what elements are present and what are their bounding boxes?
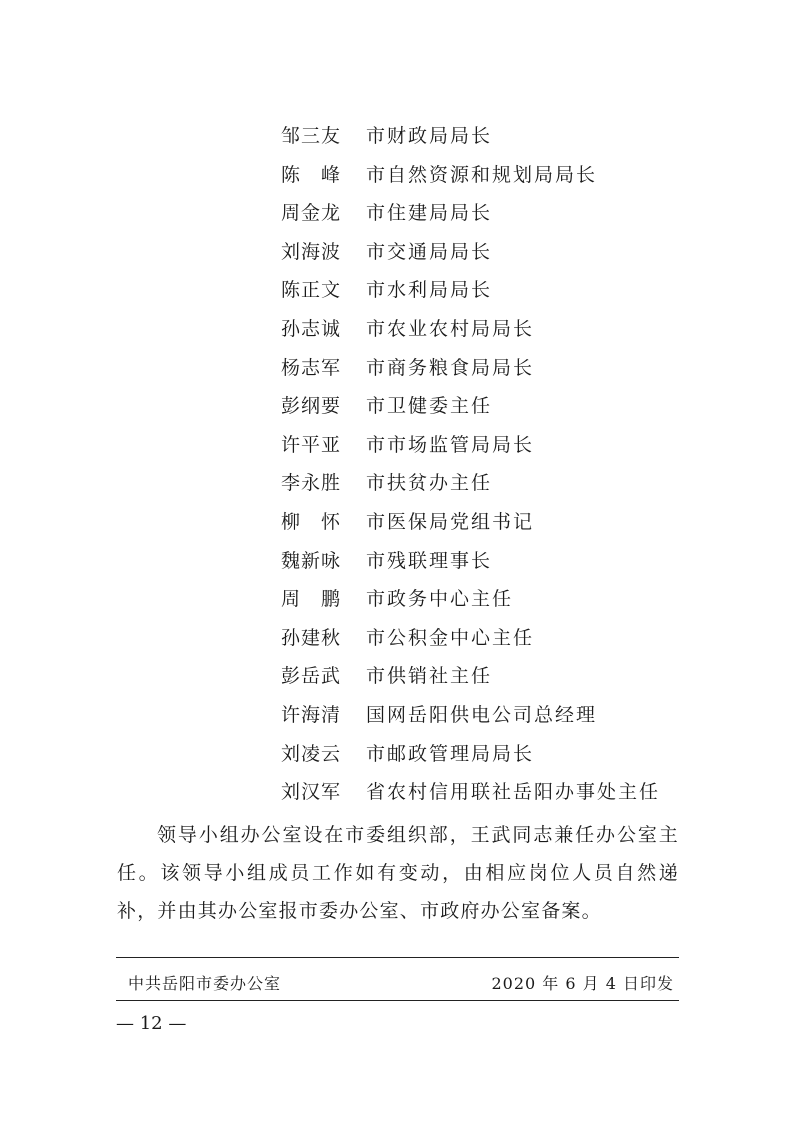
member-title: 市公积金中心主任 [366, 626, 535, 649]
member-name: 刘凌云 [281, 742, 342, 765]
member-row [281, 742, 534, 781]
member-row [281, 549, 492, 588]
member-row [281, 664, 492, 703]
member-title: 市自然资源和规划局局长 [366, 163, 598, 186]
member-row [281, 433, 534, 472]
member-title: 市农业农村局局长 [366, 318, 535, 340]
member-row [281, 317, 534, 356]
member-title: 市市场监管局局长 [366, 433, 535, 456]
member-name: 陈正文 [281, 279, 342, 302]
member-row [281, 587, 513, 626]
member-name: 刘汉军 [281, 781, 342, 804]
member-name: 周金龙 [281, 202, 342, 225]
member-name: 孙建秋 [281, 626, 342, 649]
member-name: 许海清 [281, 704, 342, 726]
footer-top-rule [116, 957, 679, 958]
member-title: 市残联理事长 [366, 549, 493, 572]
member-name: 杨志军 [281, 356, 342, 379]
member-name: 周 鹏 [281, 588, 342, 611]
member-name: 邹三友 [281, 125, 342, 147]
member-title: 市商务粮食局局长 [366, 356, 535, 379]
member-row [281, 201, 492, 240]
member-name: 柳 怀 [281, 511, 342, 533]
member-title: 市医保局党组书记 [366, 511, 535, 533]
member-row [281, 471, 492, 510]
member-title: 国网岳阳供电公司总经理 [366, 704, 598, 726]
member-title: 市住建局局长 [366, 202, 493, 225]
member-row [281, 394, 492, 433]
member-name: 李永胜 [281, 472, 342, 495]
member-name: 孙志诚 [281, 318, 342, 340]
member-name: 刘海波 [281, 240, 342, 263]
member-title: 市扶贫办主任 [366, 472, 493, 495]
member-row [281, 356, 534, 395]
member-name: 彭岳武 [281, 665, 342, 688]
member-row [281, 124, 492, 163]
member-title: 市水利局局长 [366, 279, 493, 302]
member-title: 市邮政管理局局长 [366, 742, 535, 765]
member-row [281, 703, 597, 742]
member-name: 彭纲要 [281, 395, 342, 418]
member-title: 市政务中心主任 [366, 588, 514, 611]
member-row [281, 240, 492, 279]
member-title: 省农村信用联社岳阳办事处主任 [366, 781, 661, 804]
member-title: 市交通局局长 [366, 240, 493, 263]
footer-issuer: 中共岳阳市委办公室 [128, 974, 282, 993]
member-row [281, 163, 597, 202]
footer-print-date: 2020 年 6 月 4 日印发 [491, 974, 674, 993]
member-title: 市卫健委主任 [366, 395, 493, 418]
member-title: 市财政局局长 [366, 125, 493, 147]
member-row [281, 626, 534, 665]
member-title: 市供销社主任 [366, 665, 493, 688]
page-number: — 12 — [116, 1013, 187, 1034]
office-paragraph: 领导小组办公室设在市委组织部，王武同志兼任办公室主任。该领导小组成员工作如有变动，由相应岗位人员自然递补，并由其办公室报市委办公室、市政府办公室备案。 [117, 824, 679, 922]
member-row [281, 780, 660, 819]
member-row [281, 278, 492, 317]
member-name: 陈 峰 [281, 163, 342, 186]
member-name: 许平亚 [281, 433, 342, 456]
footer-bottom-rule [116, 1000, 679, 1001]
member-name: 魏新咏 [281, 549, 342, 572]
member-row [281, 510, 534, 549]
